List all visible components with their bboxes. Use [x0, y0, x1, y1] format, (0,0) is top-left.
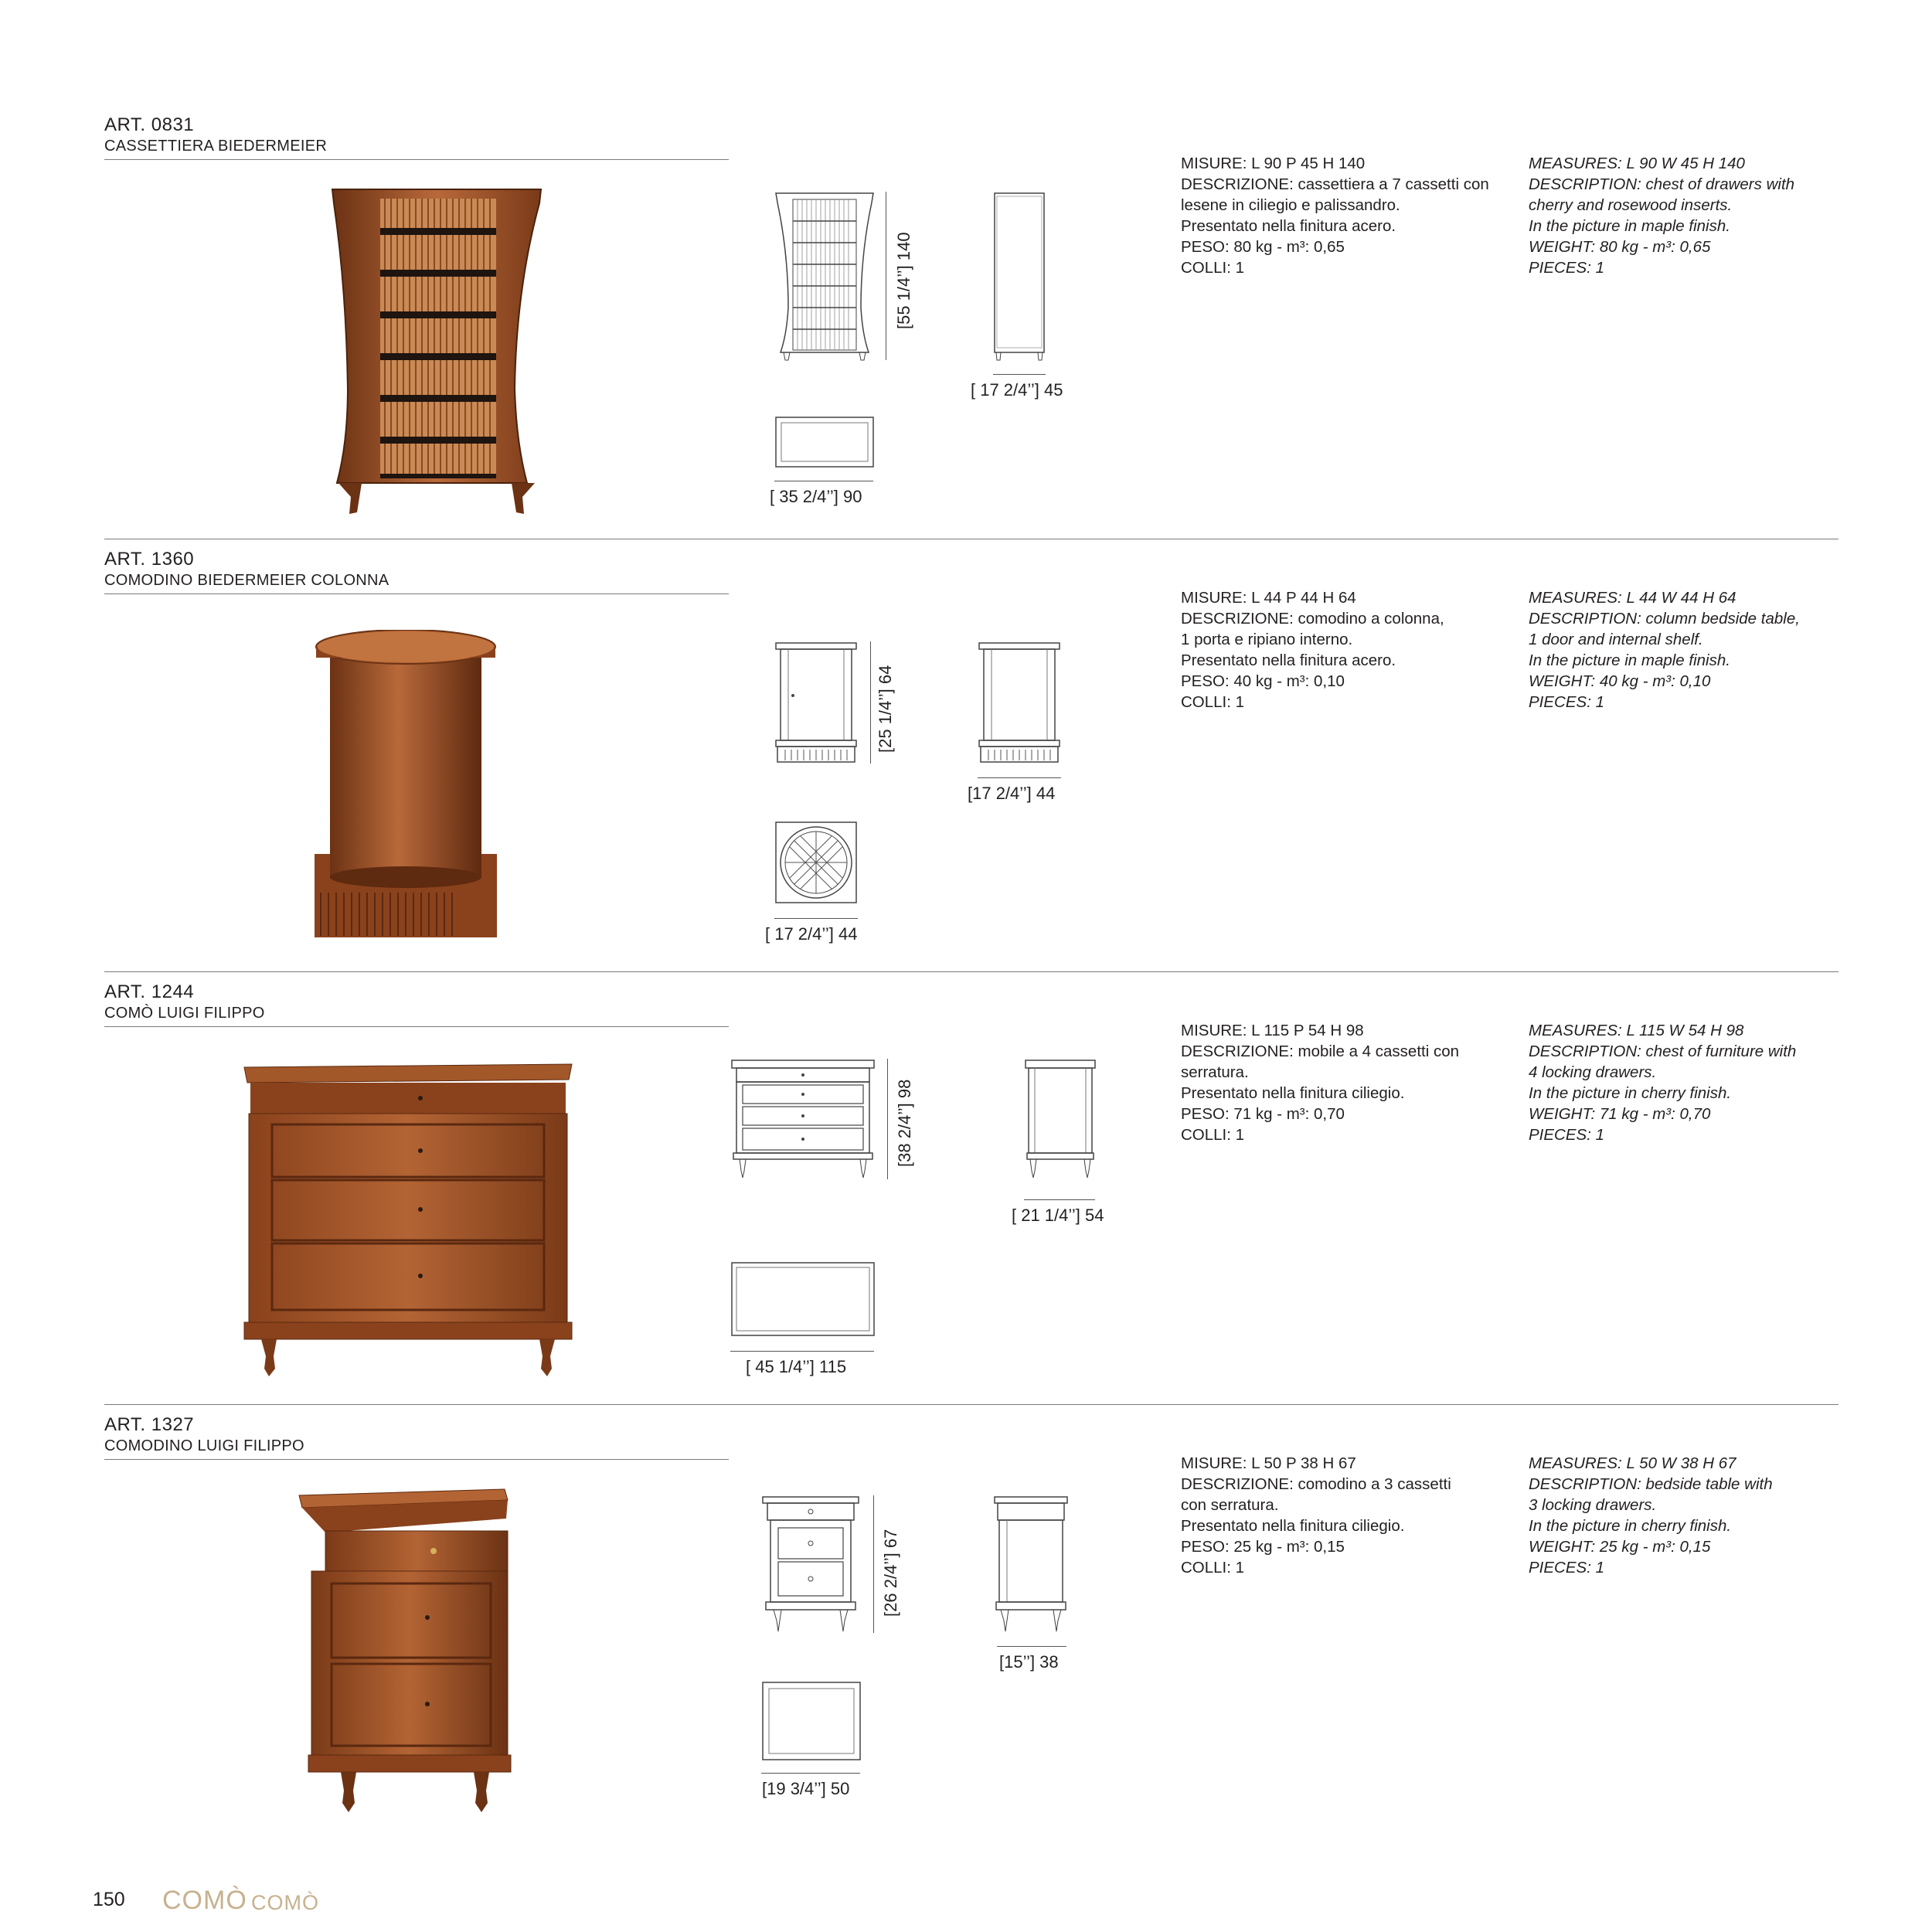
- spec-line: Presentato nella finitura ciliegio.: [1181, 1084, 1405, 1102]
- specs-italian: [1181, 587, 1505, 713]
- specs-english: [1529, 1453, 1853, 1578]
- height-dimension: [38 2/4’’] 98: [895, 1079, 914, 1167]
- article-name: CASSETTIERA BIEDERMEIER: [104, 138, 328, 155]
- spec-line: PESO: 80 kg - m³: 0,65: [1181, 238, 1345, 256]
- spec-line: In the picture in cherry finish.: [1529, 1517, 1732, 1535]
- product-section-1327: [0, 1414, 1932, 1847]
- spec-line: lesene in ciliegio e palissandro.: [1181, 196, 1400, 214]
- spec-line: COLLI: 1: [1181, 1559, 1245, 1577]
- article-name: COMODINO LUIGI FILIPPO: [104, 1437, 304, 1454]
- spec-line: COLLI: 1: [1181, 259, 1245, 277]
- product-section-1244: [0, 981, 1932, 1414]
- spec-line: WEIGHT: 80 kg - m³: 0,65: [1529, 238, 1711, 256]
- depth-dimension: [17 2/4’’] 44: [968, 784, 1056, 803]
- depth-dimension: [ 21 1/4’’] 54: [1012, 1206, 1104, 1225]
- technical-drawing-top: [774, 416, 875, 468]
- height-dimension-line: [873, 1495, 874, 1633]
- width-dimension-line: [774, 918, 858, 919]
- technical-drawing-front: [761, 1495, 862, 1634]
- width-dimension: [ 17 2/4’’] 44: [765, 924, 858, 944]
- spec-line: cherry and rosewood inserts.: [1529, 196, 1733, 214]
- spec-line: PIECES: 1: [1529, 259, 1604, 277]
- product-photo-column-bedside: [313, 630, 498, 939]
- spec-line: MEASURES: L 44 W 44 H 64: [1529, 589, 1736, 607]
- spec-line: MISURE: L 90 P 45 H 140: [1181, 155, 1366, 172]
- width-dimension-line: [761, 1773, 860, 1774]
- spec-line: DESCRIZIONE: cassettiera a 7 cassetti con: [1181, 175, 1489, 193]
- spec-line: COLLI: 1: [1181, 1126, 1245, 1144]
- product-section-0831: [0, 114, 1932, 547]
- product-photo-bedside-luigi-filippo: [298, 1488, 518, 1816]
- title-divider: [104, 1026, 729, 1027]
- article-name: COMÒ LUIGI FILIPPO: [104, 1005, 265, 1022]
- technical-drawing-front: [730, 1059, 877, 1182]
- footer-category-secondary: COMÒ: [251, 1891, 319, 1914]
- product-photo-chest-biedermeier: [325, 188, 549, 520]
- footer-category: COMÒ: [162, 1886, 247, 1915]
- technical-drawing-side: [993, 192, 1047, 362]
- width-dimension: [ 35 2/4’’] 90: [770, 487, 862, 506]
- technical-drawing-front: [774, 192, 875, 362]
- spec-line: DESCRIPTION: chest of drawers with: [1529, 175, 1795, 193]
- spec-line: MEASURES: L 50 W 38 H 67: [1529, 1454, 1736, 1472]
- spec-line: WEIGHT: 25 kg - m³: 0,15: [1529, 1538, 1711, 1556]
- spec-line: DESCRIPTION: bedside table with: [1529, 1475, 1773, 1493]
- spec-line: MISURE: L 44 P 44 H 64: [1181, 589, 1356, 607]
- height-dimension: [55 1/4’’] 140: [894, 232, 913, 329]
- spec-line: COLLI: 1: [1181, 693, 1245, 711]
- spec-line: WEIGHT: 40 kg - m³: 0,10: [1529, 672, 1711, 690]
- spec-line: Presentato nella finitura acero.: [1181, 217, 1396, 235]
- specs-english: [1529, 587, 1853, 713]
- spec-line: DESCRIZIONE: comodino a 3 cassetti: [1181, 1475, 1451, 1493]
- spec-line: Presentato nella finitura ciliegio.: [1181, 1517, 1405, 1535]
- width-dimension: [ 45 1/4’’] 115: [746, 1357, 847, 1376]
- spec-line: PESO: 25 kg - m³: 0,15: [1181, 1538, 1345, 1556]
- title-divider: [104, 1459, 729, 1460]
- technical-drawing-top: [761, 1681, 862, 1761]
- spec-line: 3 locking drawers.: [1529, 1496, 1657, 1514]
- spec-line: PESO: 71 kg - m³: 0,70: [1181, 1105, 1345, 1123]
- article-code: ART. 1244: [104, 981, 195, 1002]
- depth-dimension-line: [993, 374, 1046, 375]
- specs-italian: [1181, 153, 1505, 278]
- article-code: ART. 1360: [104, 549, 195, 570]
- specs-italian: [1181, 1020, 1505, 1145]
- spec-line: DESCRIZIONE: mobile a 4 cassetti con: [1181, 1043, 1460, 1060]
- article-name: COMODINO BIEDERMEIER COLONNA: [104, 572, 389, 589]
- technical-drawing-front: [774, 641, 859, 765]
- spec-line: DESCRIPTION: column bedside table,: [1529, 610, 1800, 628]
- spec-line: PESO: 40 kg - m³: 0,10: [1181, 672, 1345, 690]
- height-dimension-line: [887, 1059, 888, 1179]
- height-dimension: [25 1/4’’] 64: [876, 665, 895, 753]
- spec-line: DESCRIPTION: chest of furniture with: [1529, 1043, 1797, 1060]
- spec-line: DESCRIZIONE: comodino a colonna,: [1181, 610, 1444, 628]
- spec-line: MEASURES: L 115 W 54 H 98: [1529, 1022, 1744, 1039]
- spec-line: MISURE: L 50 P 38 H 67: [1181, 1454, 1356, 1472]
- width-dimension-line: [730, 1351, 874, 1352]
- spec-line: serratura.: [1181, 1063, 1249, 1081]
- page-number: 150: [93, 1889, 125, 1910]
- technical-drawing-side: [978, 641, 1063, 765]
- height-dimension: [26 2/4’’] 67: [881, 1529, 900, 1617]
- title-divider: [104, 159, 729, 160]
- spec-line: In the picture in cherry finish.: [1529, 1084, 1732, 1102]
- article-code: ART. 0831: [104, 114, 195, 135]
- technical-drawing-top: [774, 821, 859, 906]
- depth-dimension-line: [978, 777, 1061, 778]
- spec-line: In the picture in maple finish.: [1529, 217, 1730, 235]
- specs-italian: [1181, 1453, 1505, 1578]
- width-dimension: [19 3/4’’] 50: [762, 1779, 850, 1798]
- spec-line: PIECES: 1: [1529, 693, 1604, 711]
- article-code: ART. 1327: [104, 1414, 195, 1435]
- depth-dimension: [15’’] 38: [999, 1652, 1059, 1672]
- technical-drawing-side: [1024, 1059, 1097, 1182]
- spec-line: PIECES: 1: [1529, 1559, 1604, 1577]
- spec-line: Presentato nella finitura acero.: [1181, 651, 1396, 669]
- spec-line: 1 door and internal shelf.: [1529, 631, 1703, 648]
- spec-line: 1 porta e ripiano interno.: [1181, 631, 1353, 648]
- depth-dimension-line: [1024, 1199, 1095, 1200]
- height-dimension-line: [870, 641, 871, 764]
- depth-dimension-line: [997, 1646, 1066, 1647]
- spec-line: MEASURES: L 90 W 45 H 140: [1529, 155, 1745, 172]
- technical-drawing-side: [993, 1495, 1070, 1634]
- specs-english: [1529, 1020, 1853, 1145]
- section-divider: [104, 971, 1838, 972]
- spec-line: PIECES: 1: [1529, 1126, 1604, 1144]
- product-section-1360: [0, 549, 1932, 981]
- specs-english: [1529, 153, 1853, 278]
- spec-line: MISURE: L 115 P 54 H 98: [1181, 1022, 1364, 1039]
- spec-line: 4 locking drawers.: [1529, 1063, 1657, 1081]
- spec-line: WEIGHT: 71 kg - m³: 0,70: [1529, 1105, 1711, 1123]
- spec-line: con serratura.: [1181, 1496, 1279, 1514]
- section-divider: [104, 1404, 1838, 1405]
- product-photo-chest-luigi-filippo: [241, 1063, 575, 1379]
- depth-dimension: [ 17 2/4’’] 45: [971, 380, 1063, 400]
- spec-line: In the picture in maple finish.: [1529, 651, 1730, 669]
- technical-drawing-top: [730, 1261, 877, 1338]
